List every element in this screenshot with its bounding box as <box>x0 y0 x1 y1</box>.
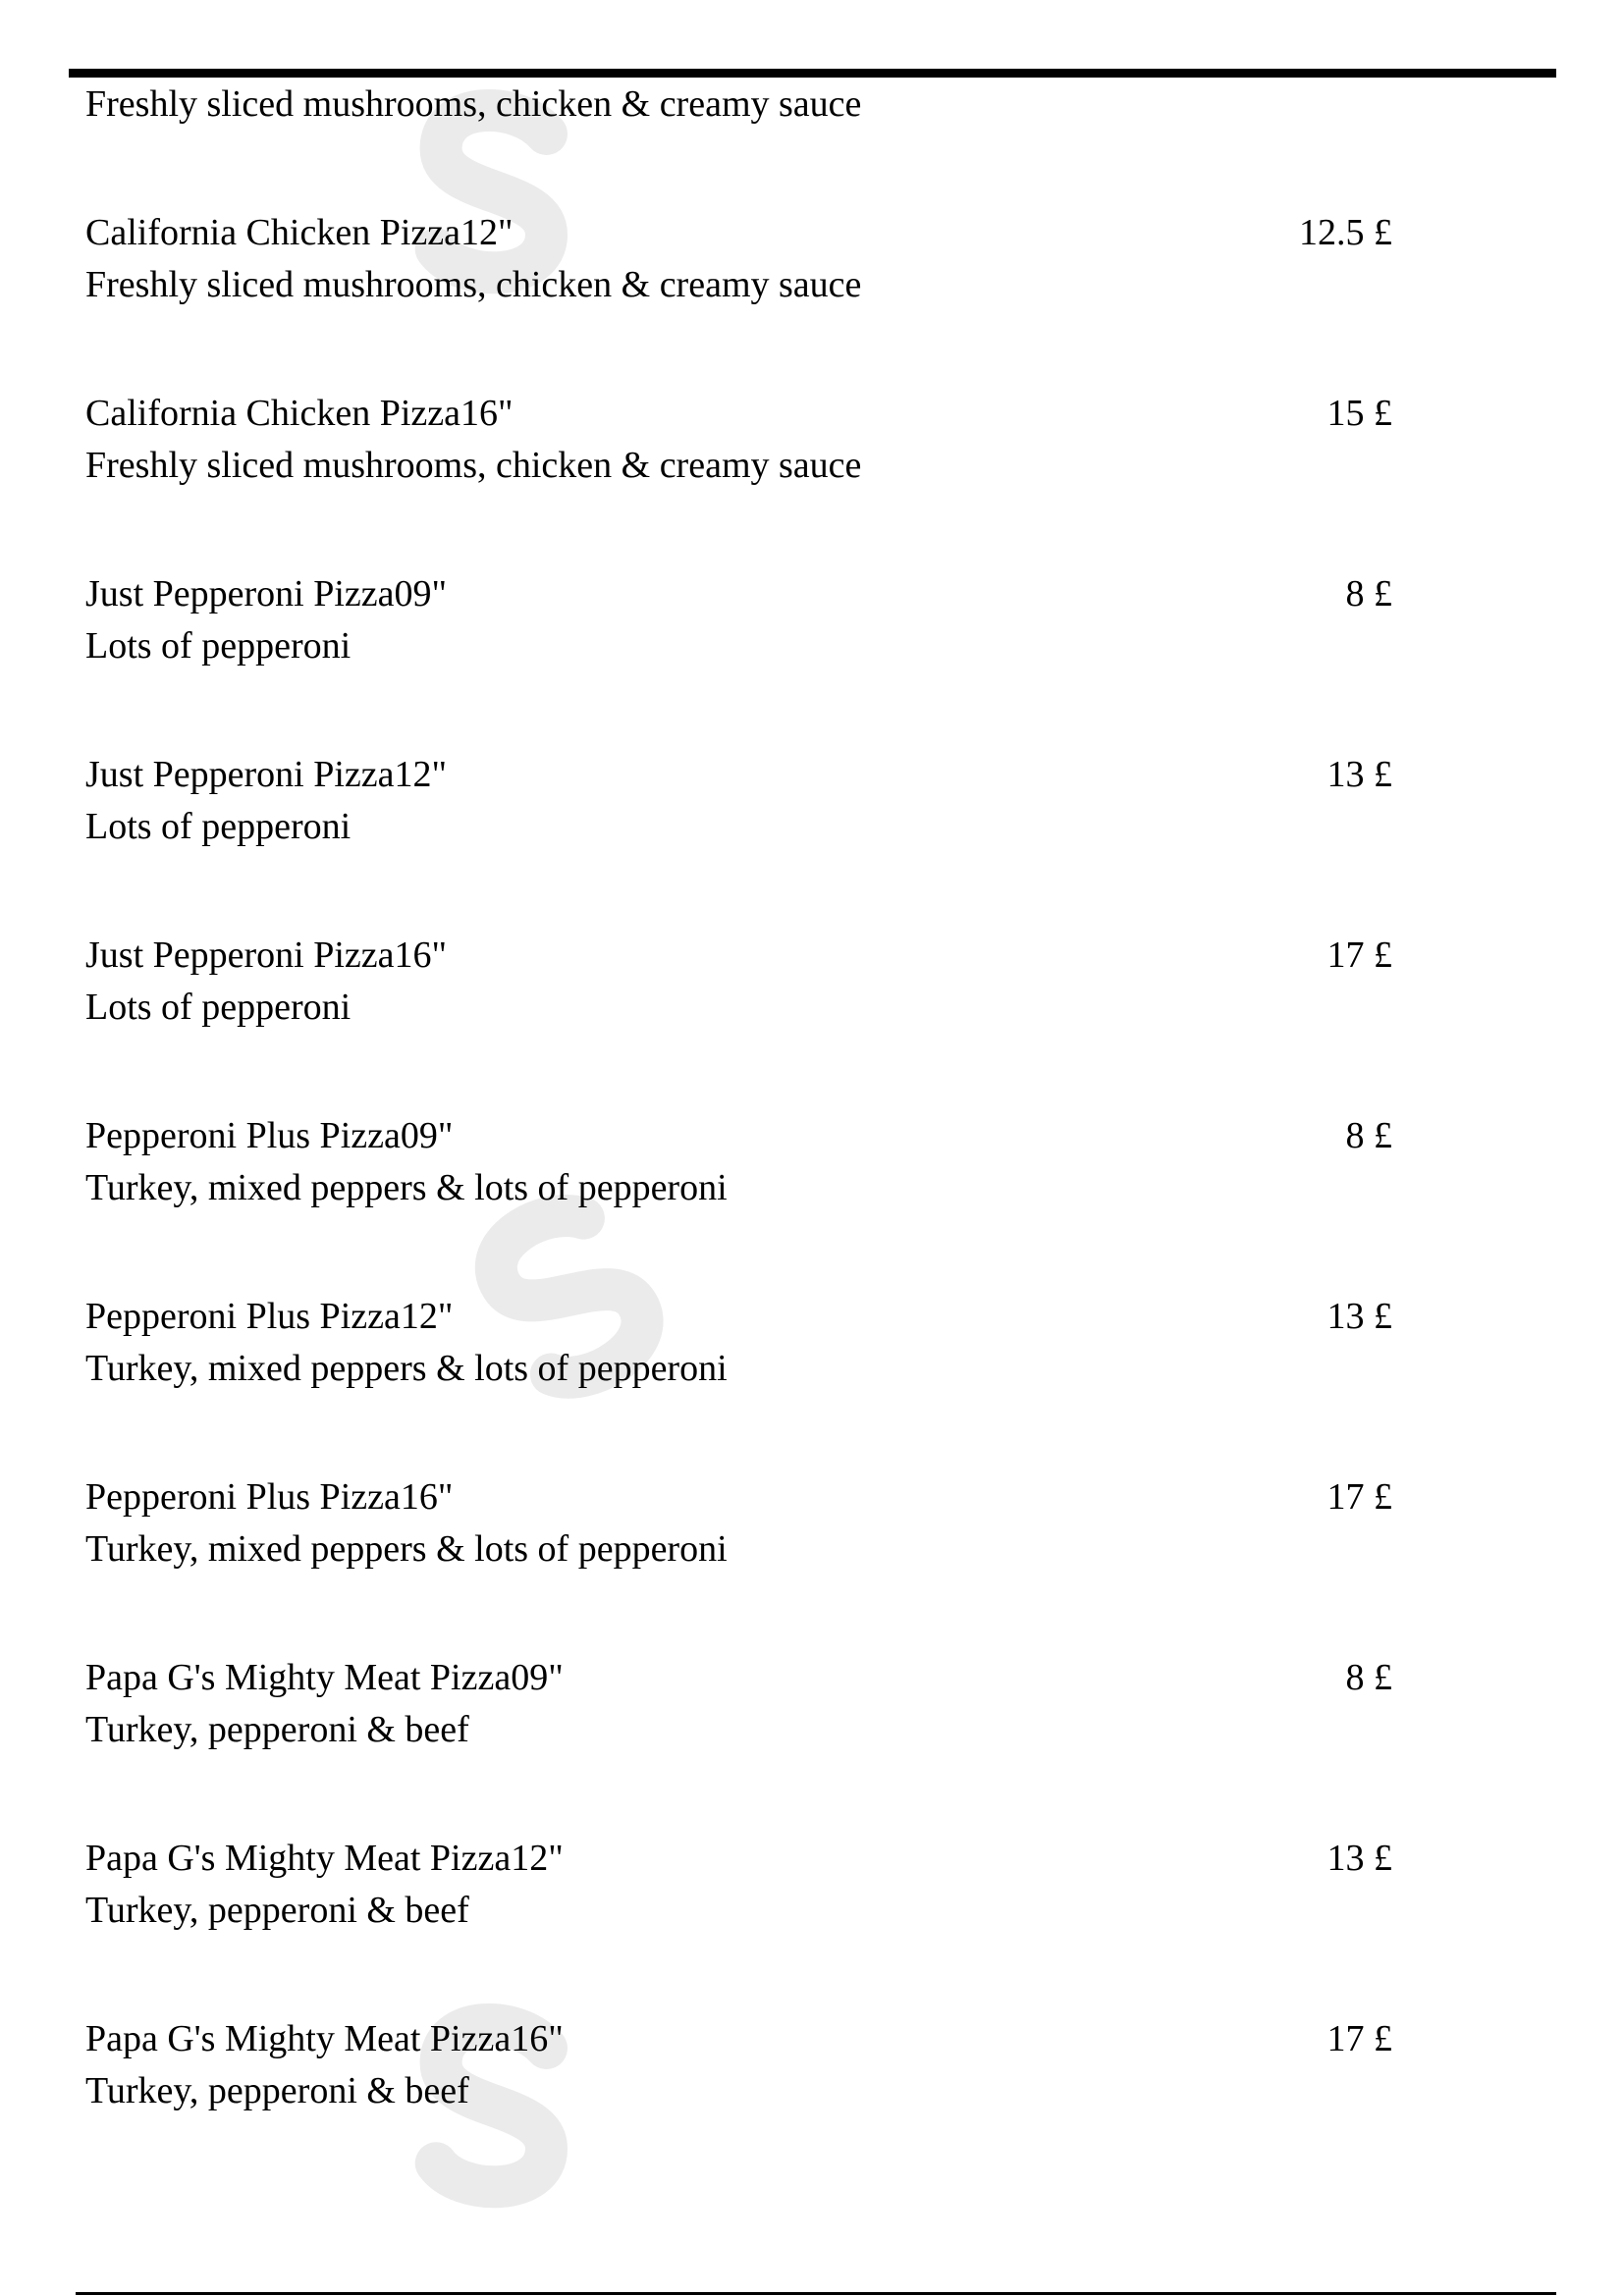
item-price: 17 £ <box>1326 1476 1392 1518</box>
menu-item <box>85 1833 1392 1937</box>
item-price: 13 £ <box>1326 1296 1392 1337</box>
item-price: 8 £ <box>1345 1657 1392 1698</box>
menu-item <box>85 1652 1392 1756</box>
item-price: 15 £ <box>1326 393 1392 434</box>
item-description: Freshly sliced mushrooms, chicken & creamy sauce <box>85 264 862 305</box>
menu-item <box>85 2013 1392 2117</box>
item-description: Turkey, mixed peppers & lots of pepperoni <box>85 1348 728 1389</box>
item-description: Turkey, mixed peppers & lots of pepperoni <box>85 1167 728 1208</box>
item-description: Lots of pepperoni <box>85 806 352 847</box>
menu-item <box>85 207 1392 311</box>
item-price: 12.5 £ <box>1299 212 1392 253</box>
item-title: Just Pepperoni Pizza16" <box>85 934 448 976</box>
item-price: 17 £ <box>1326 934 1392 976</box>
item-title: Pepperoni Plus Pizza12" <box>85 1296 454 1337</box>
menu-item <box>85 1471 1392 1575</box>
menu-item <box>85 749 1392 853</box>
top-divider <box>69 69 1556 78</box>
item-title: Just Pepperoni Pizza12" <box>85 754 448 795</box>
item-price: 8 £ <box>1345 573 1392 614</box>
item-price: 17 £ <box>1326 2018 1392 2059</box>
menu-item <box>85 388 1392 492</box>
item-title: Papa G's Mighty Meat Pizza16" <box>85 2018 564 2059</box>
item-description: Lots of pepperoni <box>85 987 352 1028</box>
item-description: Turkey, pepperoni & beef <box>85 1709 469 1750</box>
menu-item <box>85 568 1392 672</box>
item-description: Lots of pepperoni <box>85 625 352 667</box>
item-price: 13 £ <box>1326 1838 1392 1879</box>
item-description: Turkey, pepperoni & beef <box>85 2070 469 2111</box>
item-title: Papa G's Mighty Meat Pizza12" <box>85 1838 564 1879</box>
menu-item <box>85 1110 1392 1214</box>
item-price: 8 £ <box>1345 1115 1392 1156</box>
item-title: California Chicken Pizza12" <box>85 212 514 253</box>
menu-item <box>85 1291 1392 1395</box>
item-price: 13 £ <box>1326 754 1392 795</box>
menu-item <box>85 930 1392 1034</box>
item-description: Turkey, mixed peppers & lots of pepperoni <box>85 1528 728 1570</box>
item-description: Turkey, pepperoni & beef <box>85 1890 469 1931</box>
bottom-divider <box>76 2292 1556 2295</box>
item-title: Just Pepperoni Pizza09" <box>85 573 448 614</box>
item-description: Freshly sliced mushrooms, chicken & creamy sauce <box>85 445 862 486</box>
item-description: Freshly sliced mushrooms, chicken & creamy sauce <box>85 83 862 125</box>
item-title: California Chicken Pizza16" <box>85 393 514 434</box>
menu-item-partial <box>85 79 1392 131</box>
item-title: Papa G's Mighty Meat Pizza09" <box>85 1657 564 1698</box>
item-title: Pepperoni Plus Pizza16" <box>85 1476 454 1518</box>
item-title: Pepperoni Plus Pizza09" <box>85 1115 454 1156</box>
